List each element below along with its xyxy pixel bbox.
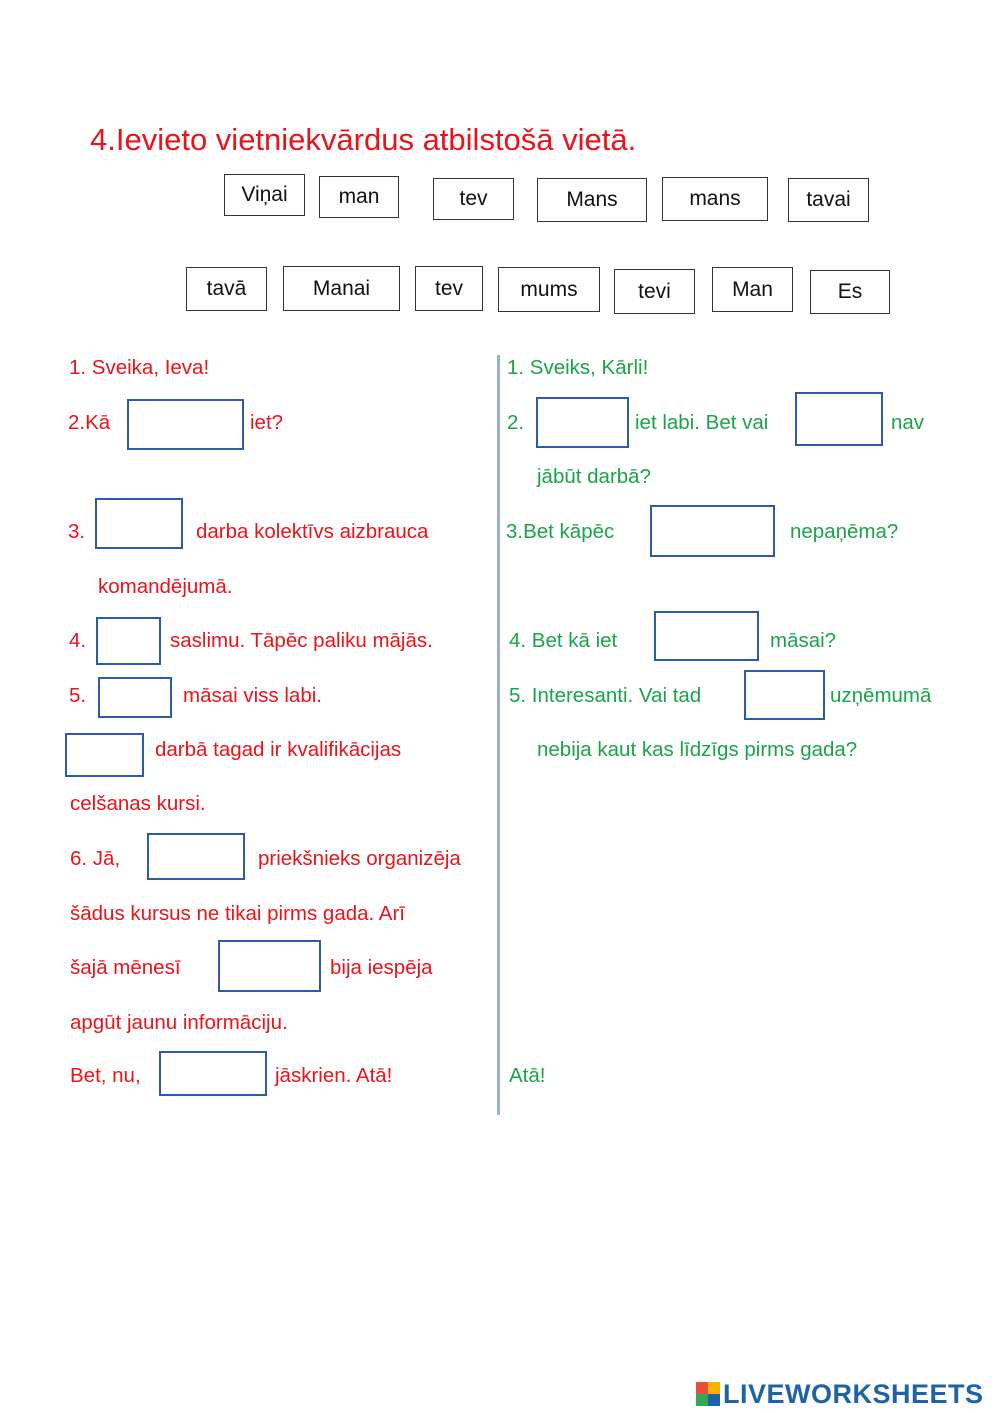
- left-line-6-start: 6. Jā,: [70, 847, 121, 870]
- right-line-2-text: iet labi. Bet vai: [635, 411, 769, 434]
- left-line-5b-text: darbā tagad ir kvalifikācijas: [155, 738, 402, 761]
- left-line-4-number: 4.: [69, 629, 87, 652]
- right-line-5-start: 5. Interesanti. Vai tad: [509, 684, 702, 707]
- word-chip[interactable]: mums: [498, 267, 600, 312]
- left-line-5-number: 5.: [69, 684, 87, 707]
- word-chip[interactable]: man: [319, 176, 399, 218]
- answer-drop-box[interactable]: [95, 498, 183, 549]
- answer-drop-box[interactable]: [650, 505, 775, 557]
- left-line-3-number: 3.: [68, 520, 86, 543]
- word-chip[interactable]: Mans: [537, 178, 647, 222]
- answer-drop-box[interactable]: [536, 397, 629, 448]
- brand-mark-icon: [696, 1382, 720, 1406]
- right-line-6: Atā!: [509, 1064, 546, 1087]
- word-chip[interactable]: Es: [810, 270, 890, 314]
- answer-drop-box[interactable]: [795, 392, 883, 446]
- word-chip[interactable]: tev: [433, 178, 514, 220]
- right-line-1: 1. Sveiks, Kārli!: [507, 356, 649, 379]
- liveworksheets-logo: [696, 1378, 984, 1410]
- right-line-5-end: uzņēmumā: [830, 684, 932, 707]
- left-line-2-end: iet?: [250, 411, 284, 434]
- right-line-4-end: māsai?: [770, 629, 837, 652]
- left-line-4-text: saslimu. Tāpēc paliku mājās.: [170, 629, 433, 652]
- word-chip[interactable]: Viņai: [224, 174, 305, 216]
- right-line-4-start: 4. Bet kā iet: [509, 629, 618, 652]
- left-line-2-start: 2.Kā: [68, 411, 111, 434]
- answer-drop-box[interactable]: [65, 733, 144, 777]
- left-line-6-cont: šādus kursus ne tikai pirms gada. Arī: [70, 902, 405, 925]
- answer-drop-box[interactable]: [218, 940, 321, 992]
- answer-drop-box[interactable]: [744, 670, 825, 720]
- brand-name: LIVEWORKSHEETS: [723, 1378, 984, 1409]
- answer-drop-box[interactable]: [159, 1051, 267, 1096]
- column-divider: [497, 355, 500, 1115]
- word-chip[interactable]: tevi: [614, 269, 695, 314]
- answer-drop-box[interactable]: [654, 611, 759, 661]
- left-line-5b-cont: celšanas kursi.: [70, 792, 206, 815]
- right-line-5-cont: nebija kaut kas līdzīgs pirms gada?: [537, 738, 858, 761]
- right-line-3-end: nepaņēma?: [790, 520, 899, 543]
- answer-drop-box[interactable]: [98, 677, 172, 718]
- word-chip[interactable]: tev: [415, 266, 483, 311]
- right-line-3-start: 3.Bet kāpēc: [506, 520, 615, 543]
- answer-drop-box[interactable]: [127, 399, 244, 450]
- left-line-3-text: darba kolektīvs aizbrauca: [196, 520, 429, 543]
- answer-drop-box[interactable]: [96, 617, 161, 665]
- exercise-title: 4.Ievieto vietniekvārdus atbilstošā vietā.: [90, 122, 637, 157]
- left-line-6-cont3: bija iespēja: [330, 956, 433, 979]
- word-chip[interactable]: mans: [662, 177, 768, 221]
- right-line-2-end: nav: [891, 411, 925, 434]
- word-chip[interactable]: Man: [712, 267, 793, 312]
- left-line-7-end: jāskrien. Atā!: [275, 1064, 393, 1087]
- word-chip[interactable]: tavā: [186, 267, 267, 311]
- word-chip[interactable]: tavai: [788, 178, 869, 222]
- right-line-2-number: 2.: [507, 411, 525, 434]
- word-chip[interactable]: Manai: [283, 266, 400, 311]
- left-line-1: 1. Sveika, Ieva!: [69, 356, 210, 379]
- left-line-3-cont: komandējumā.: [98, 575, 233, 598]
- left-line-6-text: priekšnieks organizēja: [258, 847, 461, 870]
- left-line-6-cont2: šajā mēnesī: [70, 956, 181, 979]
- left-line-7-start: Bet, nu,: [70, 1064, 141, 1087]
- left-line-5-text: māsai viss labi.: [183, 684, 322, 707]
- right-line-2-cont: jābūt darbā?: [537, 465, 651, 488]
- answer-drop-box[interactable]: [147, 833, 245, 880]
- left-line-6-cont4: apgūt jaunu informāciju.: [70, 1011, 288, 1034]
